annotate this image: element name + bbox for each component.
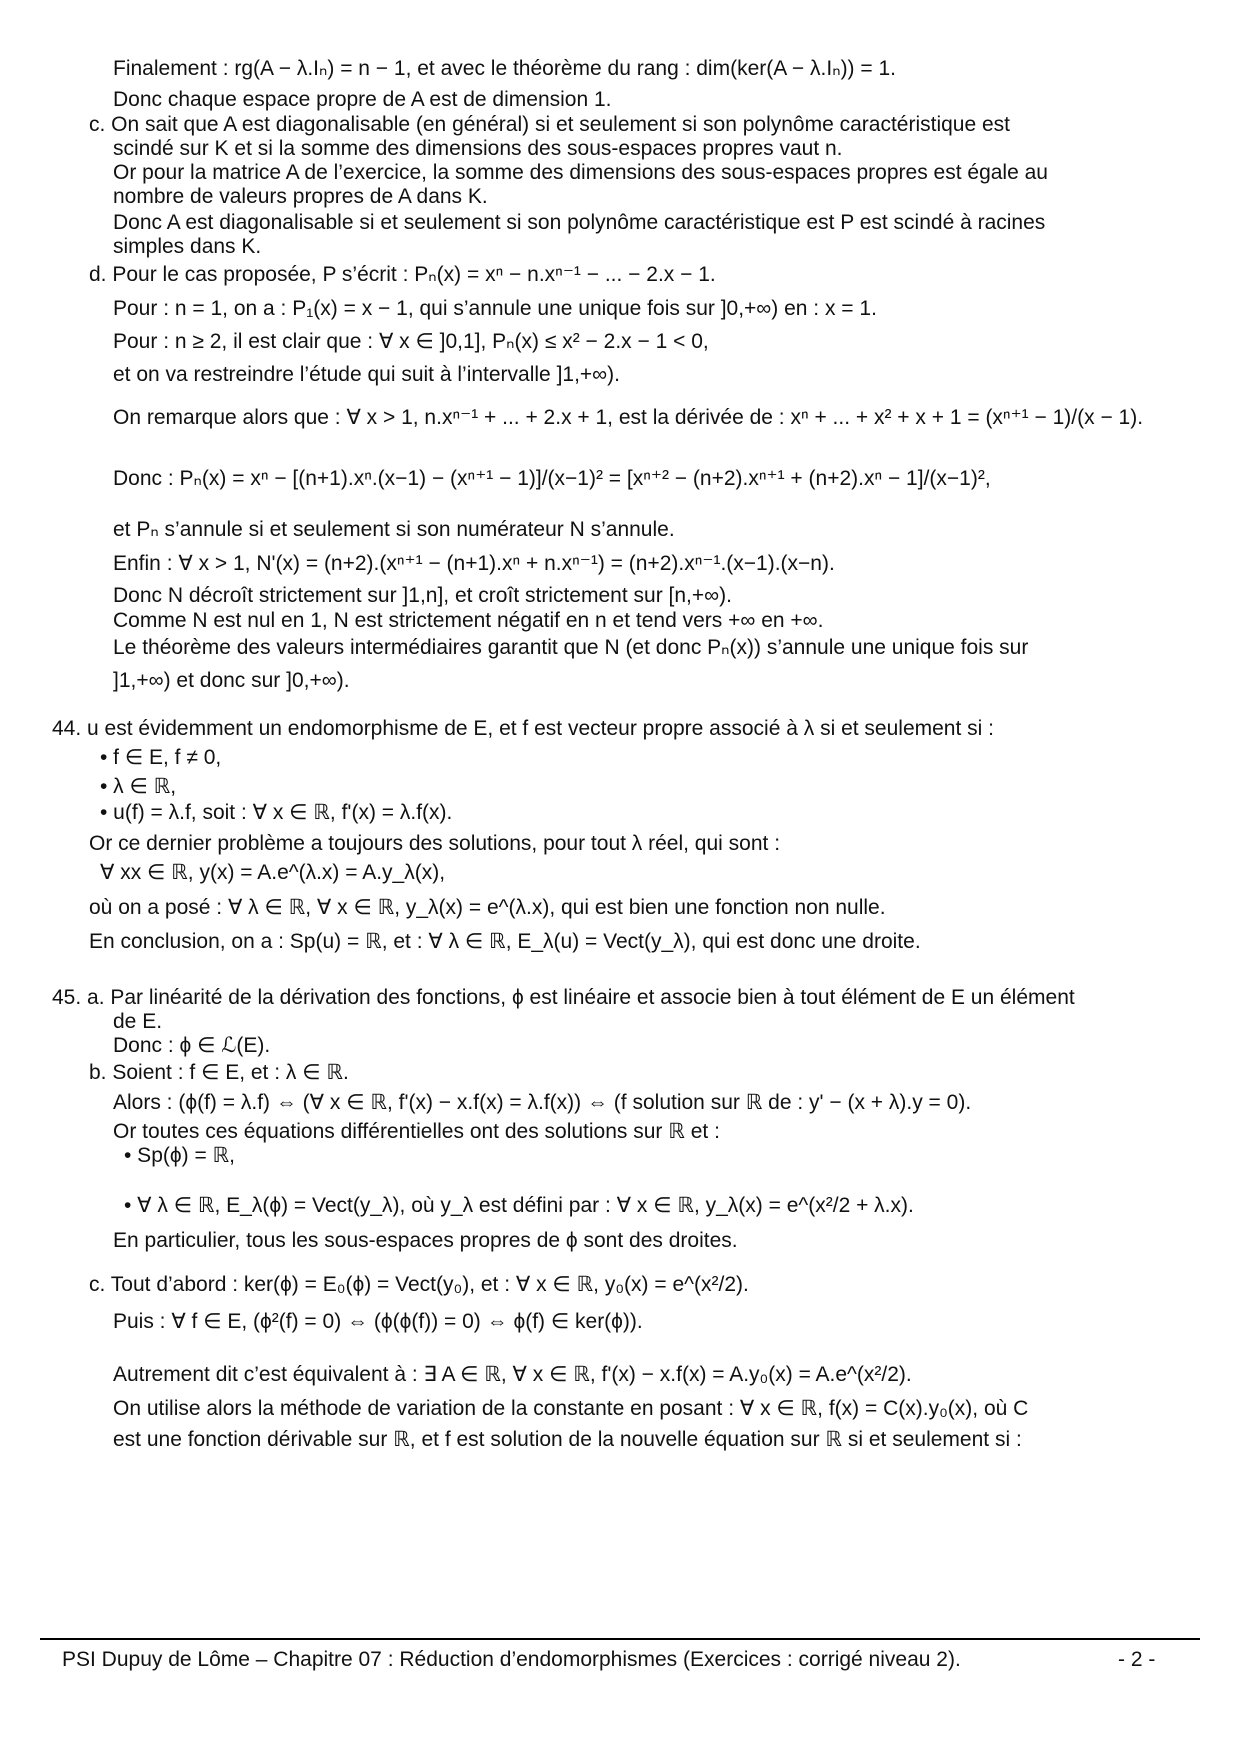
text-line: Donc : Pₙ(x) = xⁿ − [(n+1).xⁿ.(x−1) − (xⁿ⁺¹ − 1)]/(x−1)² = [xⁿ⁺² − (n+2).xⁿ⁺¹ + (n+2).xⁿ − 1]/(x−1)², bbox=[113, 467, 991, 490]
text-line: On remarque alors que : ∀ x > 1, n.xⁿ⁻¹ + ... + 2.x + 1, est la dérivée de : xⁿ + ... + x² + x + 1 = (xⁿ⁺¹ − 1)/(x − 1). bbox=[113, 406, 1144, 429]
text-line: Comme N est nul en 1, N est strictement négatif en n et tend vers +∞ en +∞. bbox=[113, 609, 824, 632]
text-line: et on va restreindre l’étude qui suit à l’intervalle ]1,+∞). bbox=[113, 363, 620, 386]
text-line: d. Pour le cas proposée, P s’écrit : Pₙ(x) = xⁿ − n.xⁿ⁻¹ − ... − 2.x − 1. bbox=[89, 263, 716, 286]
page-number: - 2 - bbox=[1118, 1648, 1156, 1671]
list-item: • f ∈ E, f ≠ 0, bbox=[100, 746, 222, 769]
text-line: est une fonction dérivable sur ℝ, et f est solution de la nouvelle équation sur ℝ si et seulement si : bbox=[113, 1428, 1022, 1451]
text-line: et Pₙ s’annule si et seulement si son numérateur N s’annule. bbox=[113, 518, 675, 541]
text-line: Donc A est diagonalisable si et seulement si son polynôme caractéristique est P est scindé à racines bbox=[113, 211, 1046, 234]
page-footer: PSI Dupuy de Lôme – Chapitre 07 : Réduction d’endomorphismes (Exercices : corrigé niveau 2). bbox=[62, 1648, 961, 1671]
text-line: c. On sait que A est diagonalisable (en général) si et seulement si son polynôme caractéristique est bbox=[89, 113, 1011, 136]
text-line: Or toutes ces équations différentielles ont des solutions sur ℝ et : bbox=[113, 1120, 720, 1143]
text-line: Le théorème des valeurs intermédiaires garantit que N (et donc Pₙ(x)) s’annule une unique fois sur bbox=[113, 636, 1029, 659]
text-line: nombre de valeurs propres de A dans K. bbox=[113, 185, 488, 208]
text-line: où on a posé : ∀ λ ∈ ℝ, ∀ x ∈ ℝ, y_λ(x) = e^(λ.x), qui est bien une fonction non nulle. bbox=[89, 896, 886, 919]
footer-rule bbox=[40, 1638, 1200, 1640]
text-line: On utilise alors la méthode de variation de la constante en posant : ∀ x ∈ ℝ, f(x) = C(x).y₀(x), où C bbox=[113, 1397, 1029, 1420]
text-line: scindé sur K et si la somme des dimensions des sous-espaces propres vaut n. bbox=[113, 137, 843, 160]
text-line: Pour : n ≥ 2, il est clair que : ∀ x ∈ ]0,1], Pₙ(x) ≤ x² − 2.x − 1 < 0, bbox=[113, 330, 709, 353]
text-line: Puis : ∀ f ∈ E, (ϕ²(f) = 0) ⇔ (ϕ(ϕ(f)) = 0) ⇔ ϕ(f) ∈ ker(ϕ)). bbox=[113, 1310, 643, 1333]
text-line: En conclusion, on a : Sp(u) = ℝ, et : ∀ λ ∈ ℝ, E_λ(u) = Vect(y_λ), qui est donc une droite. bbox=[89, 930, 921, 953]
list-item: • λ ∈ ℝ, bbox=[100, 775, 177, 798]
list-item: • ∀ λ ∈ ℝ, E_λ(ϕ) = Vect(y_λ), où y_λ est défini par : ∀ x ∈ ℝ, y_λ(x) = e^(x²/2 + λ.x). bbox=[124, 1194, 914, 1217]
list-item: • u(f) = λ.f, soit : ∀ x ∈ ℝ, f'(x) = λ.f(x). bbox=[100, 801, 453, 824]
text-line: Or ce dernier problème a toujours des solutions, pour tout λ réel, qui sont : bbox=[89, 832, 781, 855]
text-line: Autrement dit c’est équivalent à : ∃ A ∈ ℝ, ∀ x ∈ ℝ, f'(x) − x.f(x) = A.y₀(x) = A.e^(x²/2). bbox=[113, 1363, 912, 1386]
text-line: Donc chaque espace propre de A est de dimension 1. bbox=[113, 88, 612, 111]
text-line: Enfin : ∀ x > 1, N'(x) = (n+2).(xⁿ⁺¹ − (n+1).xⁿ + n.xⁿ⁻¹) = (n+2).xⁿ⁻¹.(x−1).(x−n). bbox=[113, 552, 835, 575]
text-line: En particulier, tous les sous-espaces propres de ϕ sont des droites. bbox=[113, 1229, 738, 1252]
text-line: c. Tout d’abord : ker(ϕ) = E₀(ϕ) = Vect(y₀), et : ∀ x ∈ ℝ, y₀(x) = e^(x²/2). bbox=[89, 1273, 749, 1296]
text-line: Or pour la matrice A de l’exercice, la somme des dimensions des sous-espaces propres est égale au bbox=[113, 161, 1048, 184]
text-line: Donc N décroît strictement sur ]1,n], et croît strictement sur [n,+∞). bbox=[113, 584, 732, 607]
text-line: 44. u est évidemment un endomorphisme de E, et f est vecteur propre associé à λ si et seulement si : bbox=[52, 717, 994, 740]
list-item: • Sp(ϕ) = ℝ, bbox=[124, 1144, 236, 1167]
text-line: ]1,+∞) et donc sur ]0,+∞). bbox=[113, 669, 350, 692]
text-line: ∀ xx ∈ ℝ, y(x) = A.e^(λ.x) = A.y_λ(x), bbox=[100, 861, 446, 884]
text-line: simples dans K. bbox=[113, 235, 262, 258]
text-line: Donc : ϕ ∈ ℒ(E). bbox=[113, 1034, 271, 1057]
text-line: b. Soient : f ∈ E, et : λ ∈ ℝ. bbox=[89, 1061, 349, 1084]
text-line: Finalement : rg(A − λ.Iₙ) = n − 1, et avec le théorème du rang : dim(ker(A − λ.Iₙ)) = 1. bbox=[113, 57, 896, 80]
text-line: Pour : n = 1, on a : P₁(x) = x − 1, qui s’annule une unique fois sur ]0,+∞) en : x = 1. bbox=[113, 297, 877, 320]
text-line: de E. bbox=[113, 1010, 163, 1033]
text-line: Alors : (ϕ(f) = λ.f) ⇔ (∀ x ∈ ℝ, f'(x) − x.f(x) = λ.f(x)) ⇔ (f solution sur ℝ de : y' − (x + λ).y = 0). bbox=[113, 1091, 972, 1114]
text-line: 45. a. Par linéarité de la dérivation des fonctions, ϕ est linéaire et associe bien à tout élément de E un élément bbox=[52, 986, 1075, 1009]
